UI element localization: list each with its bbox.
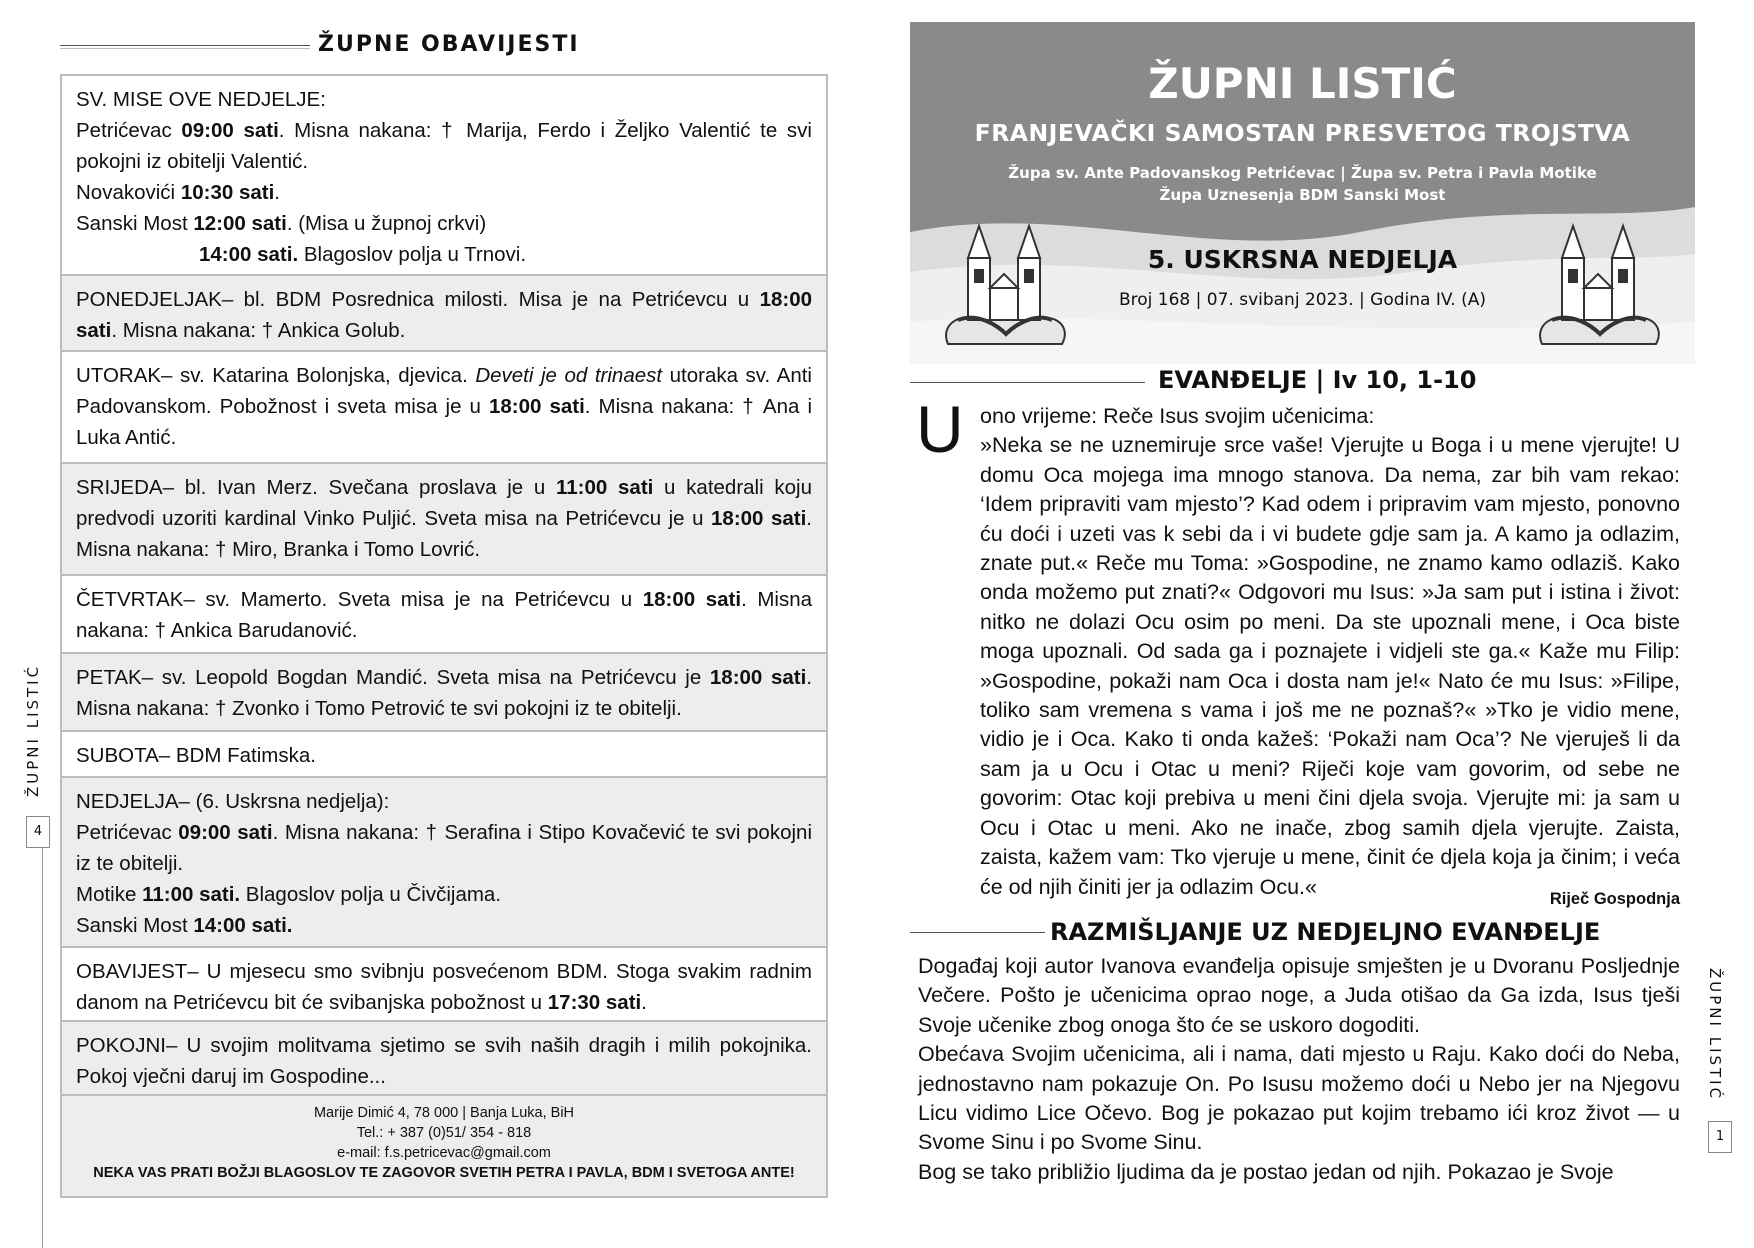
notice-time: 12:00 sati: [193, 212, 287, 235]
church-logo-left: [938, 216, 1073, 356]
parishes-line-2: Župa Uznesenja BDM Sanski Most: [1159, 186, 1446, 204]
gospel-first-line: ono vrijeme: Reče Isus svojim učenicima:: [980, 404, 1375, 428]
contact-email[interactable]: e-mail: f.s.petricevac@gmail.com: [337, 1145, 551, 1161]
notice-text: SRIJEDA– bl. Ivan Merz. Svečana proslava je u: [76, 476, 556, 499]
notice-text: Blagoslov polja u Čivčijama.: [240, 883, 502, 906]
reflection-rule: [910, 932, 1045, 933]
masthead-banner: [910, 22, 1695, 364]
notice-line: [76, 1030, 812, 1092]
contact-box: [60, 1094, 828, 1198]
notice-text: PETAK– sv. Leopold Bogdan Mandić. Sveta misa na Petrićevcu je: [76, 666, 710, 689]
notice-line: [76, 662, 812, 724]
notice-box: [60, 946, 828, 1022]
notice-time: 11:00 sati: [556, 476, 654, 499]
notice-line: [76, 817, 812, 879]
notice-text: . Misna nakana: † Ankica Barudanović.: [76, 588, 813, 642]
sunday-title: 5. USKRSNA NEDJELJA: [1147, 245, 1458, 274]
reflection-paragraph: Obećava Svojim učenicima, ali i nama, dati mjesto u Raju. Kako doći do Neba, jednostavno nam pokazuje On. Po Isusu možemo doći u Nebo jer na Njegovu Licu vidimo Lice Očevo. Bog je pokazao put kojim trebamo ići kroz život — u Svome Sinu i po Svome Sinu.: [918, 1042, 1680, 1155]
notice-text: PONEDJELJAK– bl. BDM Posrednica milosti. Misa je na Petrićevcu u: [76, 288, 760, 311]
notice-text: Sanski Most: [76, 914, 194, 937]
notice-text: . Misna nakana: † Ana i Luka Antić.: [76, 395, 813, 449]
notice-time: 09:00 sati: [181, 119, 279, 142]
notice-box: [60, 462, 828, 576]
notices-header: [60, 32, 830, 62]
notice-time: 10:30 sati: [180, 181, 275, 204]
gospel-signoff: Riječ Gospodnja: [1549, 890, 1680, 908]
notice-text: u katedrali koju predvodi uzoriti kardinal Vinko Puljić. Sveta misa na Petrićevcu je u: [76, 476, 812, 530]
left-page-margin: [22, 650, 52, 1210]
gospel-title: EVANĐELJE | Iv 10, 1-10: [1158, 366, 1477, 394]
notice-text: SV. MISE OVE NEDJELJE:: [76, 88, 326, 111]
reflection-paragraph: Bog se tako približio ljudima da je postao jedan od njih. Pokazao je Svoje: [918, 1159, 1614, 1184]
notice-text: Sanski Most: [76, 212, 194, 235]
notice-text: . Misna nakana: † Zvonko i Tomo Petrović te svi pokojni iz te obitelji.: [76, 666, 813, 720]
reflection-text: [918, 952, 1680, 1187]
notice-time: 14:00 sati.: [193, 914, 293, 937]
contact-phone: Tel.: + 387 (0)51/ 354 - 818: [356, 1125, 532, 1141]
notice-time: 18:00 sati: [642, 588, 742, 611]
gospel-rule: [910, 382, 1145, 383]
notices-list: [60, 74, 830, 1205]
notice-box: [60, 574, 828, 654]
reflection-paragraph: Događaj koji autor Ivanova evanđelja opisuje smješten je u Dvoranu Posljednje Večere. Pošto je učenicima oprao noge, a Juda otišao da Ga izda, Isus tješi Svoje učenike zbog onoga što će se uskoro dogoditi.: [918, 954, 1680, 1037]
notice-line: [76, 177, 812, 208]
header-rule-shadow: [60, 48, 310, 49]
notice-text: . Misna nakana: † Serafina i Stipo Kovačević te svi pokojni iz te obitelji.: [76, 821, 812, 875]
margin-line: [42, 848, 43, 1248]
notice-text: Petrićevac: [76, 119, 182, 142]
parishes-line-1: Župa sv. Ante Padovanskog Petrićevac | Župa sv. Petra i Pavla Motike: [1008, 164, 1597, 182]
notice-line: [76, 584, 812, 646]
gospel-header: [910, 366, 1695, 402]
notice-box: [60, 350, 828, 464]
notice-time: 18:00 sati: [76, 288, 812, 342]
gospel-dropcap: U: [916, 392, 964, 466]
notice-text: Motike: [76, 883, 143, 906]
notice-text: . (Misa u župnoj crkvi): [286, 212, 487, 235]
right-page-number: 1: [1708, 1121, 1732, 1153]
notice-text: SUBOTA– BDM Fatimska.: [76, 744, 316, 767]
notice-line: [76, 472, 812, 565]
notice-line: [76, 84, 812, 115]
notice-text: POKOJNI– U svojim molitvama sjetimo se svih naših dragih i milih pokojnika. Pokoj vječni daruj im Gospodine...: [76, 1034, 812, 1088]
notice-text: Novakovići: [76, 181, 181, 204]
masthead-parishes: [910, 162, 1695, 206]
right-page-margin: [1704, 955, 1734, 1215]
notice-time: 09:00 sati: [178, 821, 273, 844]
left-side-label: ŽUPNI LISTIĆ: [24, 663, 42, 797]
notice-line: [76, 208, 812, 239]
notice-line: [76, 910, 812, 941]
notice-line: [76, 284, 812, 346]
notice-text: .: [641, 991, 647, 1014]
notice-box: [60, 74, 828, 276]
reflection-title: RAZMIŠLJANJE UZ NEDJELJNO EVANĐELJE: [1050, 918, 1601, 946]
notice-text: utoraka sv. Anti Padovanskom. Pobožnost i sveta misa je u: [76, 364, 812, 418]
masthead-subtitle: FRANJEVAČKI SAMOSTAN PRESVETOG TROJSTVA: [974, 119, 1631, 147]
notice-text: NEDJELJA– (6. Uskrsna nedjelja):: [76, 790, 390, 813]
notice-text: . Misna nakana: † Miro, Branka i Tomo Lovrić.: [76, 507, 812, 561]
reflection-header: [910, 918, 1695, 952]
notice-text: Petrićevac: [76, 821, 179, 844]
notice-text: OBAVIJEST– U mjesecu smo svibnju posvećenom BDM. Stoga svakim radnim danom na Petrićevcu bit će svibanjska pobožnost u: [76, 960, 812, 1014]
notice-emphasis: Deveti je od trinaest: [475, 364, 663, 387]
notice-box: [60, 776, 828, 948]
notice-time: 14:00 sati.: [199, 243, 299, 266]
notice-line: [76, 360, 812, 453]
notice-line: [76, 115, 812, 177]
notice-line: [76, 879, 812, 910]
notice-time: 18:00 sati: [709, 666, 807, 689]
notice-line: [76, 786, 812, 817]
header-rule: [60, 45, 310, 46]
notice-text: .: [274, 181, 280, 204]
notice-line: [76, 956, 812, 1018]
left-page-number: 4: [26, 816, 50, 848]
notice-box: [60, 1020, 828, 1096]
notice-text: ČETVRTAK– sv. Mamerto. Sveta misa je na Petrićevcu u: [76, 588, 643, 611]
notice-time: 18:00 sati: [488, 395, 585, 418]
notice-time: 11:00 sati.: [142, 883, 241, 906]
notice-time: 18:00 sati: [711, 507, 807, 530]
notice-box: [60, 652, 828, 732]
church-logo-right: [1532, 216, 1667, 356]
notices-title: ŽUPNE OBAVIJESTI: [318, 32, 580, 57]
notice-box: [60, 730, 828, 778]
notice-text: UTORAK– sv. Katarina Bolonjska, djevica.: [76, 364, 476, 387]
masthead-title: ŽUPNI LISTIĆ: [1148, 59, 1457, 108]
contact-address: Marije Dimić 4, 78 000 | Banja Luka, BiH: [313, 1105, 575, 1121]
notice-line: [76, 239, 812, 270]
notice-time: 17:30 sati: [547, 991, 642, 1014]
contact-blessing: NEKA VAS PRATI BOŽJI BLAGOSLOV TE ZAGOVOR SVETIH PETRA I PAVLA, BDM I SVETOGA ANTE!: [93, 1165, 795, 1181]
notice-box: [60, 274, 828, 352]
notice-text: Blagoslov polja u Trnovi.: [298, 243, 527, 266]
gospel-body: »Neka se ne uznemiruje srce vaše! Vjerujte u Boga i u mene vjerujte! U domu Oca mojega ima mnogo stanova. Da nema, zar bih vam rekao: ‘Idem pripraviti vam mjesto’? Kad odem i pripravim vam mjesto, ponovno ću doći i uzeti vas k sebi da i vi budete gdje sam ja. A kamo ja odlazim, znate put.« Reče mu Toma: »Gospodine, ne znamo kamo odlaziš. Kako onda možemo put znati?« Odgovori mu Isus: »Ja sam put i istina i život: nitko ne dolazi Ocu osim po meni. Da ste upoznali mene, i Oca biste moga upoznali. Od sada ga i poznajete i vidjeli ste ga.« Kaže mu Filip: »Gospodine, pokaži nam Oca i dosta nam je!« Nato će mu Isus: »Filipe, toliko sam vremena s vama i još me ne poznaš?« »Tko je vidio mene, vidio je i Oca. Kako ti onda kažeš: ‘Pokaži nam Oca’? Ne vjeruješ li da sam ja u Ocu i Otac u meni? Riječi koje vam govorim, od sebe ne govorim: Otac koji prebiva u meni čini djela svoja. Vjerujte mi: ja sam u Ocu i Otac u meni. Ako ne inače, zbog samih djela vjerujte. Zaista, zaista, kažem vam: Tko vjeruje u mene, činit će djela koja ja činim; i veća će od njih činiti jer ja odlazim Ocu.«: [980, 433, 1680, 899]
notice-text: . Misna nakana: † Marija, Ferdo i Željko Valentić te svi pokojni iz obitelji Valentić.: [76, 119, 812, 173]
notice-text: . Misna nakana: † Ankica Golub.: [111, 319, 406, 342]
notice-line: [76, 740, 812, 771]
right-side-label: ŽUPNI LISTIĆ: [1706, 968, 1724, 1102]
issue-info: Broj 168 | 07. svibanj 2023. | Godina IV. (A): [1118, 290, 1487, 310]
gospel-text: [918, 402, 1680, 902]
